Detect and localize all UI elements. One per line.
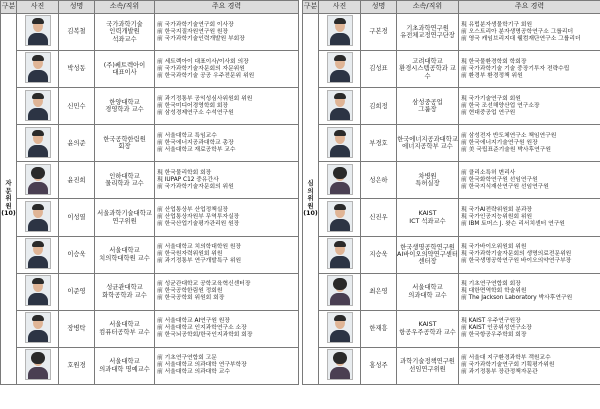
member-name: 김성표 [361, 51, 397, 88]
career-line: 前 한국공학회 위원회 회장 [157, 295, 225, 302]
member-name: 한재흥 [361, 310, 397, 347]
career-line: 前 KAIST 인공위성연구소장 [461, 325, 532, 332]
member-name: 윤진희 [59, 162, 95, 199]
career-line: 前 서울대학교 의과대학 연구부학장 [157, 362, 247, 369]
affiliation-line: 회장 [118, 143, 131, 151]
career-cell [155, 236, 299, 273]
affiliation-line: 환경시스템공학과 교수 [399, 65, 456, 80]
career-line: 前 IBM 토머스 J. 왓슨 리서치센터 연구원 [461, 221, 565, 228]
career-line: 前 한국미디어경영학회 회장 [157, 102, 229, 109]
career-line: 前 서울대 지구환경과학부 객원교수 [461, 355, 551, 362]
affiliation-line: 화학공학과 교수 [102, 291, 147, 299]
affiliation-line: 고려대학교 [412, 58, 443, 66]
career-cell [459, 310, 600, 347]
affiliation-cell [397, 236, 459, 273]
affiliation-line: 차병원 [418, 173, 437, 181]
affiliation-line: 한국에너지공과대학교 [397, 135, 458, 143]
career-line: 前 서울대학교 특임교수 [157, 132, 217, 139]
portrait-photo [25, 349, 51, 380]
affiliation-cell [95, 88, 155, 125]
table-row [303, 88, 600, 125]
career-cell [459, 51, 600, 88]
career-line: 現 IUPAP C12 중유간사 [157, 176, 219, 183]
affiliation-cell [397, 88, 459, 125]
photo-cell [319, 51, 361, 88]
career-line: 前 영국 캐임브리지대 웰컴재단연구소 그룹리더 [461, 35, 581, 42]
affiliation-line: 서울과학기술대학교 [97, 210, 152, 218]
affiliation-line: ICT 석좌교수 [409, 217, 446, 225]
career-line: 前 성균관대학교 공학교육혁신센터장 [157, 281, 251, 288]
career-line: 前 서울대학교 재료공학부 교수 [157, 146, 236, 153]
header-photo: 사진 [17, 1, 59, 14]
career-line: 現 KAIST 우주연구원장 [461, 318, 521, 325]
photo-cell [17, 310, 59, 347]
affiliation-cell [397, 310, 459, 347]
table-row [303, 199, 600, 236]
photo-cell [17, 88, 59, 125]
affiliation-line: AI바이오의약연구센터 센터장 [397, 250, 458, 266]
career-line: 現 국가인공지능위원회 위원 [461, 214, 533, 221]
career-line: 前 국가과학기술인력개발원 부회장 [157, 35, 245, 42]
career-line: 前 한국 조선해양산업 연구소장 [461, 102, 540, 109]
career-line: 現 기초연구연합회 회장 [461, 281, 521, 288]
photo-cell [17, 162, 59, 199]
table-row [303, 14, 600, 51]
portrait-photo [327, 127, 353, 158]
affiliation-line: 그룹장 [418, 106, 437, 114]
affiliation-line: 기초과학연구원 [406, 24, 449, 32]
career-line: 現 국가AI전략위원회 분과장 [461, 207, 533, 214]
career-cell [155, 347, 299, 384]
career-line: 前 한국항공우주학회 회장 [461, 332, 527, 339]
header-group: 구분 [1, 1, 17, 14]
affiliation-cell [397, 347, 459, 384]
career-line: 前 현대중공업 연구원 [461, 109, 516, 116]
member-name: 이승욱 [59, 236, 95, 273]
affiliation-line: 에너지공학부 교수 [402, 143, 453, 151]
header-affiliation: 소속/직위 [95, 1, 155, 14]
career-cell [155, 162, 299, 199]
career-cell [459, 125, 600, 162]
career-line: 前 삼성전자 반도체연구소 책임연구원 [461, 132, 557, 139]
portrait-photo [327, 15, 353, 46]
career-cell [459, 162, 600, 199]
photo-cell [319, 88, 361, 125]
member-name: 구본경 [361, 14, 397, 51]
member-name: 장병탁 [59, 310, 95, 347]
portrait-photo [25, 312, 51, 343]
photo-cell [319, 14, 361, 51]
table-row [1, 162, 299, 199]
affiliation-line: 성균관대학교 [106, 284, 143, 292]
career-line: 前 한국지식재산연구원 선임연구원 [461, 183, 549, 190]
career-line: 前 한국에너지공과대학교 총장 [157, 139, 234, 146]
career-cell [459, 347, 600, 384]
photo-cell [17, 199, 59, 236]
portrait-photo [25, 275, 51, 306]
affiliation-line: 컴퓨터공학부 교수 [99, 328, 150, 336]
career-cell [155, 125, 299, 162]
table-row [303, 236, 600, 273]
header-name: 성명 [361, 1, 397, 14]
career-line: 前 한국원자력위원회 위원 [157, 251, 223, 258]
affiliation-cell [397, 14, 459, 51]
table-row [1, 236, 299, 273]
career-cell [155, 273, 299, 310]
member-name: 최은영 [361, 273, 397, 310]
career-cell [155, 14, 299, 51]
photo-cell [17, 125, 59, 162]
table-row [1, 51, 299, 88]
table-row [1, 199, 299, 236]
affiliation-cell [397, 273, 459, 310]
career-line: 前 美 국립표준기술원 박사후연구원 [461, 146, 551, 153]
committee-group-label: 자 문 위 원 (10) [1, 14, 17, 385]
photo-cell [17, 273, 59, 310]
affiliation-line: 인하대학교 [109, 173, 140, 181]
career-line: 前 국가과학기술 기술 중장기투자 전략수립 [461, 65, 570, 72]
career-line: 前 한국산업기술평가관리원 원장 [157, 221, 240, 228]
affiliation-line: 연구위원 [112, 217, 137, 225]
header-photo: 사진 [319, 1, 361, 14]
career-line: 前 과기정통부 공익성심사위원회 위원 [157, 95, 253, 102]
affiliation-line: 국가과학기술 [106, 20, 143, 28]
affiliation-line: 서울대학교 [412, 284, 443, 292]
career-line: 前 과기정통부 장관정책자문관 [461, 369, 538, 376]
career-cell [155, 199, 299, 236]
member-name: 성은하 [361, 162, 397, 199]
photo-cell [17, 236, 59, 273]
affiliation-line: 삼성중공업 [412, 98, 443, 106]
photo-cell [319, 125, 361, 162]
portrait-photo [327, 238, 353, 269]
header-row [303, 1, 600, 14]
career-line: 前 과기정통부 연구개발특구 위원 [157, 258, 242, 265]
affiliation-line: 유전체교정연구단장 [400, 32, 455, 40]
photo-cell [17, 347, 59, 384]
table-row [303, 310, 600, 347]
career-line: 前 서울대학교 의과대학 교수 [157, 369, 230, 376]
career-line: 現 국가바이오위원회 위원 [461, 244, 527, 251]
member-name: 지승욱 [361, 236, 397, 273]
portrait-photo [327, 90, 353, 121]
affiliation-line: 과학기술정책연구원 [400, 358, 455, 366]
career-cell [155, 51, 299, 88]
member-name: 부경호 [361, 125, 397, 162]
affiliation-line: 서울대학교 [109, 358, 140, 366]
career-cell [459, 88, 600, 125]
career-line: 前 산업통상자원부 무역투자실장 [157, 214, 240, 221]
career-line: 前 서울대학교 치의학대학원 원장 [157, 244, 242, 251]
career-cell [459, 199, 600, 236]
career-line: 前 국가과학기술연구회 기획평가위원 [461, 362, 555, 369]
member-name: 윤의준 [59, 125, 95, 162]
portrait-photo [25, 238, 51, 269]
member-name: 홍성주 [361, 347, 397, 384]
career-line: 現 대한면역학회 학술위원 [461, 288, 527, 295]
member-name: 이성열 [59, 199, 95, 236]
table-row [303, 347, 600, 384]
career-line: 前 한국과학기술 공공 우주전문위 위원 [157, 72, 255, 79]
affiliation-line: 의과대학 명예교수 [99, 365, 150, 373]
photo-cell [17, 51, 59, 88]
photo-cell [319, 273, 361, 310]
career-line: 前 한국생명공학연구원 바이오의약연구부장 [461, 258, 572, 265]
career-line: 現 국가과학기술자문회의 생명의료전문위원 [461, 251, 572, 258]
career-cell [155, 310, 299, 347]
career-line: 前 국가과학기술자문회의 자문위원 [157, 65, 245, 72]
advisory-committee-table [0, 0, 299, 385]
portrait-photo [327, 201, 353, 232]
career-line: 前 서울대학교 인지과학연구소 소장 [157, 325, 247, 332]
photo-cell [319, 347, 361, 384]
member-name: 호원경 [59, 347, 95, 384]
portrait-photo [327, 275, 353, 306]
affiliation-line: 석좌교수 [112, 35, 137, 43]
career-line: 前 한국화학연구원 선임연구원 [461, 176, 538, 183]
review-committee-table [302, 0, 600, 385]
table-row [303, 51, 600, 88]
header-name: 성명 [59, 1, 95, 14]
career-line: 前 The Jackson Laboratory 박사후연구원 [461, 295, 573, 302]
career-line: 前 한국뇌공학회/한국인지과학회 회장 [157, 332, 253, 339]
portrait-photo [327, 312, 353, 343]
affiliation-cell [95, 125, 155, 162]
portrait-photo [25, 127, 51, 158]
portrait-photo [25, 201, 51, 232]
affiliation-line: 한양대학교 [109, 98, 140, 106]
career-line: 前 산업통상부 산업정책실장 [157, 207, 229, 214]
career-line: 現 유럽분자생물학기구 회원 [461, 21, 533, 28]
career-line: 前 국가과학기술연구회 이사장 [157, 21, 234, 28]
affiliation-line: 한국공학한림원 [103, 135, 146, 143]
affiliation-line: 물리학과 교수 [105, 180, 144, 188]
member-name: 신민수 [59, 88, 95, 125]
affiliation-line: 경영학과 교수 [105, 106, 144, 114]
career-line: 前 국가과학기술자문회의 위원 [157, 183, 234, 190]
career-cell [155, 88, 299, 125]
career-line: 前 한국공학한림원 정회원 [157, 288, 223, 295]
affiliation-cell [397, 51, 459, 88]
affiliation-line: 특허실장 [415, 180, 440, 188]
photo-cell [319, 199, 361, 236]
portrait-photo [327, 349, 353, 380]
affiliation-cell [95, 162, 155, 199]
affiliation-cell [397, 199, 459, 236]
table-row [1, 310, 299, 347]
affiliation-cell [95, 199, 155, 236]
affiliation-cell [95, 273, 155, 310]
header-group: 구분 [303, 1, 319, 14]
table-row [1, 14, 299, 51]
affiliation-line: KAIST [418, 321, 437, 329]
table-row [1, 125, 299, 162]
portrait-photo [25, 90, 51, 121]
header-career: 주요 경력 [155, 1, 299, 14]
affiliation-line: KAIST [418, 210, 437, 218]
committee-group-label: 심 의 위 원 (10) [303, 14, 319, 385]
table-row [303, 125, 600, 162]
table-row [1, 88, 299, 125]
affiliation-cell [95, 236, 155, 273]
affiliation-line: 치의학대학원 교수 [99, 254, 150, 262]
photo-cell [319, 162, 361, 199]
member-name: 박성동 [59, 51, 95, 88]
photo-cell [319, 310, 361, 347]
affiliation-line: 서울대학교 [109, 321, 140, 329]
career-line: 前 환경부 환경정책 위원 [461, 72, 523, 79]
career-line: 前 삼성경제연구소 수석연구원 [157, 109, 234, 116]
career-line: 現 한국물환경학회 학회장 [461, 58, 527, 65]
affiliation-cell [397, 162, 459, 199]
career-line: 前 세트렉아이 대표이사/이사회 의장 [157, 58, 249, 65]
career-line: 前 오스트리아 분자생명공학연구소 그룹리더 [461, 28, 574, 35]
member-name: 김복철 [59, 14, 95, 51]
table-row [303, 162, 600, 199]
table-row [303, 273, 600, 310]
affiliation-line: 대표이사 [112, 69, 137, 77]
photo-cell [319, 236, 361, 273]
career-line: 前 클리소특허 변리사 [461, 169, 516, 176]
affiliation-line: 항공우주공학과 교수 [399, 328, 456, 336]
header-row [1, 1, 299, 14]
career-line: 前 한국지질자원연구원 원장 [157, 28, 229, 35]
member-name: 신진우 [361, 199, 397, 236]
photo-cell [17, 14, 59, 51]
portrait-photo [25, 52, 51, 83]
career-cell [459, 236, 600, 273]
affiliation-line: 의과대학 교수 [408, 291, 447, 299]
affiliation-cell [397, 125, 459, 162]
affiliation-line: (주)쎄트렉아이 [103, 61, 146, 69]
career-line: 前 기초연구연합회 고문 [157, 355, 217, 362]
portrait-photo [327, 164, 353, 195]
affiliation-cell [95, 347, 155, 384]
portrait-photo [25, 15, 51, 46]
career-line: 現 한국물리학회 회장 [157, 169, 212, 176]
career-cell [459, 273, 600, 310]
portrait-photo [327, 52, 353, 83]
header-affiliation: 소속/직위 [397, 1, 459, 14]
portrait-photo [25, 164, 51, 195]
table-row [1, 347, 299, 384]
member-name: 김희정 [361, 88, 397, 125]
affiliation-cell [95, 14, 155, 51]
career-line: 現 국가기술연구회 회원 [461, 95, 521, 102]
affiliation-line: 선임연구위원 [409, 365, 446, 373]
career-cell [459, 14, 600, 51]
affiliation-cell [95, 51, 155, 88]
member-name: 이준영 [59, 273, 95, 310]
affiliation-line: 서울대학교 [109, 247, 140, 255]
affiliation-line: 인력개발원 [109, 28, 140, 36]
affiliation-cell [95, 310, 155, 347]
affiliation-line: 한국생명공학연구원 [400, 243, 455, 251]
career-line: 前 서울대학교 AI연구원 원장 [157, 318, 230, 325]
table-row [1, 273, 299, 310]
career-line: 前 한국에너지기술연구원 원장 [461, 139, 538, 146]
header-career: 주요 경력 [459, 1, 600, 14]
